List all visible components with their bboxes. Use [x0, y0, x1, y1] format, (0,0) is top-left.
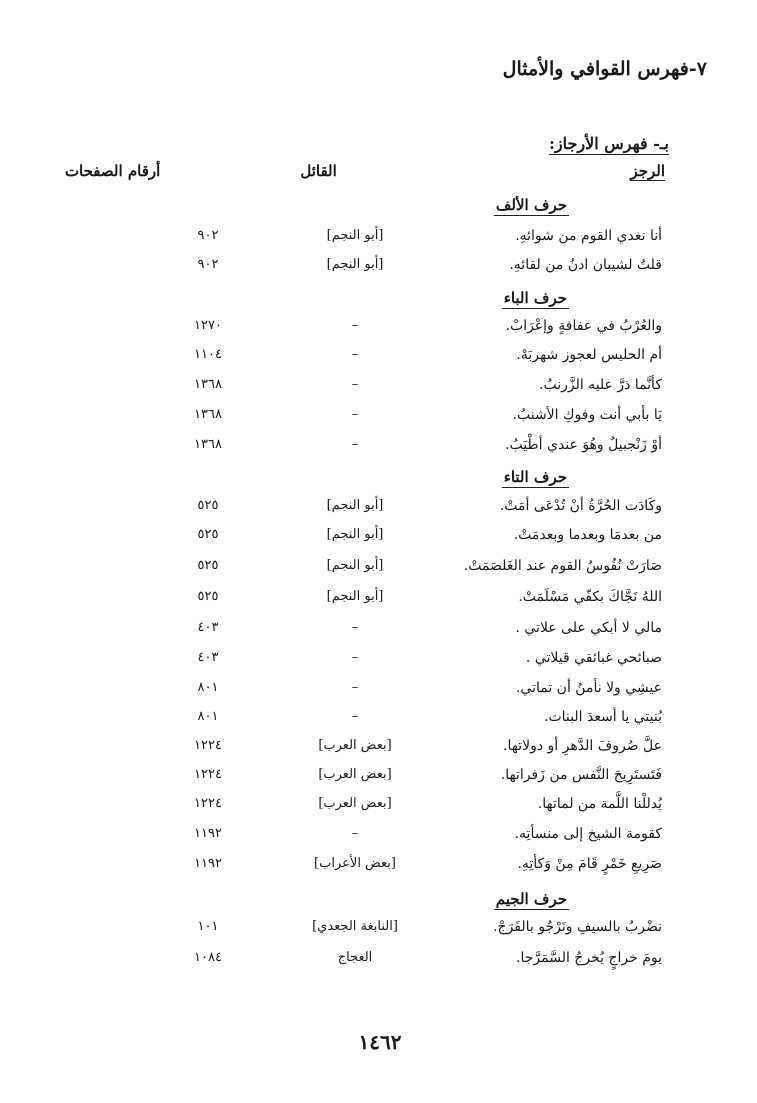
- pages-cell: ١٣٦٨: [194, 437, 222, 452]
- pages-cell: ١٣٦٨: [194, 377, 222, 392]
- table-row: [0, 318, 757, 344]
- table-row: [0, 498, 757, 524]
- speaker-cell: –: [351, 318, 359, 333]
- verse-cell: يَا بأبي أنت وفوكِ الأشنبُ.: [512, 407, 662, 423]
- table-row: [0, 228, 757, 254]
- pages-cell: ٤٠٣: [197, 620, 219, 635]
- table-row: [0, 527, 757, 553]
- verse-cell: كقومة الشيخ إلى منسأتِه.: [514, 826, 662, 842]
- pages-cell: ٩٠٢: [197, 228, 219, 243]
- column-header-pages-label: أرقام الصفحات: [64, 162, 161, 180]
- speaker-cell: –: [351, 377, 359, 392]
- speaker-cell: –: [351, 620, 359, 635]
- table-row: [0, 347, 757, 373]
- table-row: [0, 680, 757, 706]
- verse-cell: مالي لا أبكي على علاتي .: [515, 620, 662, 636]
- verse-cell: كأنَّما ذرَّ عليه الزَّرنبُ.: [539, 377, 662, 393]
- table-row: [0, 437, 757, 463]
- pages-cell: ٥٢٥: [197, 558, 219, 573]
- table-row: [0, 856, 757, 882]
- verse-cell: من بعدمَا وبعدما وبعدمَتْ.: [513, 527, 662, 543]
- speaker-cell: العجاج: [337, 950, 373, 965]
- running-head: ٧-فهرس القوافي والأمثال: [502, 58, 707, 80]
- column-header-speaker-label: القائل: [300, 162, 337, 180]
- speaker-cell: –: [351, 347, 359, 362]
- pages-cell: ١١٩٢: [194, 826, 222, 841]
- speaker-cell: [أبو النجم]: [326, 589, 384, 604]
- pages-cell: ١٣٦٨: [194, 407, 222, 422]
- table-row: [0, 377, 757, 403]
- verse-cell: قلتُ لشيبان ادنُ من لقائهِ.: [509, 257, 662, 273]
- table-row: [0, 767, 757, 793]
- speaker-cell: –: [351, 826, 359, 841]
- table-row: [0, 738, 757, 764]
- pages-cell: ١١٩٢: [194, 856, 222, 871]
- speaker-cell: [أبو النجم]: [326, 558, 384, 573]
- verse-cell: أوْ زَنْجبيلٌ وهُوَ عندي أطْيَبُ.: [505, 437, 662, 453]
- table-row: [0, 257, 757, 283]
- pages-cell: ١٢٢٤: [194, 738, 222, 753]
- page-number: ١٤٦٢: [358, 1030, 402, 1054]
- pages-cell: ١٢٢٤: [194, 767, 222, 782]
- pages-cell: ٥٢٥: [197, 527, 219, 542]
- verse-cell: اللهُ نَجَّاكَ بكفّي مَسْلَمَتْ.: [518, 589, 662, 605]
- table-row: [0, 589, 757, 615]
- pages-cell: ٨٠١: [197, 709, 219, 724]
- verse-cell: أنا نغدي القوم من شوائهِ.: [515, 228, 662, 244]
- verse-cell: صَرِيعِ خَمْرٍ قَامَ مِنْ وَكأتِهِ.: [517, 856, 662, 872]
- table-row: [0, 709, 757, 735]
- verse-cell: علَّ صُروفَ الدَّهرِ أو دولاتها.: [503, 738, 662, 754]
- pages-cell: ٥٢٥: [197, 589, 219, 604]
- verse-cell: فَتَستَرِيحَ النَّفس من زَفراتها.: [500, 767, 662, 783]
- table-row: [0, 826, 757, 852]
- verse-cell: عيشِي ولا نأمنُ أن تماتي.: [515, 680, 662, 696]
- speaker-cell: –: [351, 650, 359, 665]
- speaker-cell: –: [351, 407, 359, 422]
- pages-cell: ٨٠١: [197, 680, 219, 695]
- table-row: [0, 558, 757, 584]
- table-row: [0, 919, 757, 945]
- verse-cell: صَارَتْ نُفُوسُ القوم عند الغَلصَمَتْ.: [463, 558, 662, 574]
- table-row: [0, 950, 757, 976]
- speaker-cell: [النابغة الجعدي]: [312, 919, 398, 934]
- pages-cell: ١٠١: [197, 919, 219, 934]
- verse-cell: يُدللْنا اللَّمة من لماتها.: [537, 796, 662, 812]
- table-row: [0, 620, 757, 646]
- letter-heading-jim: حرف الجيم: [495, 890, 567, 908]
- table-row: [0, 796, 757, 822]
- verse-cell: أم الحليس لعجوز شهربَهْ.: [516, 347, 662, 363]
- verse-cell: نضْربُ بالسيفِ ونَرْجُو بالفَرَجْ.: [493, 919, 662, 935]
- pages-cell: ٥٢٥: [197, 498, 219, 513]
- verse-cell: وكَادَت الحُرَّةُ أنْ تُدْعَى أمَتْ.: [499, 498, 662, 514]
- verse-cell: صبائحي غبائقي قيلاتي .: [525, 650, 662, 666]
- verse-cell: يومَ خراجٍ يُخرجُ السَّمَرَّجا.: [516, 950, 662, 966]
- pages-cell: ٤٠٣: [197, 650, 219, 665]
- section-title: ب‍ـ- فهرس الأرجاز:: [549, 134, 669, 153]
- pages-cell: ١٠٨٤: [194, 950, 222, 965]
- pages-cell: ٩٠٢: [197, 257, 219, 272]
- speaker-cell: –: [351, 680, 359, 695]
- letter-heading-ba: حرف الباء: [503, 289, 567, 307]
- speaker-cell: [أبو النجم]: [326, 498, 384, 513]
- speaker-cell: [بعض العرب]: [318, 767, 392, 782]
- verse-cell: بُنيتي يا أسعدَ البنات.: [544, 709, 662, 725]
- speaker-cell: [بعض العرب]: [318, 738, 392, 753]
- speaker-cell: –: [351, 709, 359, 724]
- pages-cell: ١١٠٤: [194, 347, 222, 362]
- speaker-cell: [أبو النجم]: [326, 527, 384, 542]
- speaker-cell: [بعض العرب]: [318, 796, 392, 811]
- speaker-cell: [أبو النجم]: [326, 257, 384, 272]
- letter-heading-ta: حرف التاء: [503, 468, 567, 486]
- letter-heading-alif: حرف الألف: [495, 196, 567, 214]
- verse-cell: والعُرْبُ في عفافةٍ وإعْرَابْ.: [505, 318, 662, 334]
- speaker-cell: –: [351, 437, 359, 452]
- table-row: [0, 650, 757, 676]
- column-header-verse: الرجز: [630, 162, 665, 180]
- pages-cell: ١٢٢٤: [194, 796, 222, 811]
- pages-cell: ١٢٧٠: [194, 318, 222, 333]
- speaker-cell: [بعض الأعراب]: [314, 856, 396, 871]
- speaker-cell: [أبو النجم]: [326, 228, 384, 243]
- table-row: [0, 407, 757, 433]
